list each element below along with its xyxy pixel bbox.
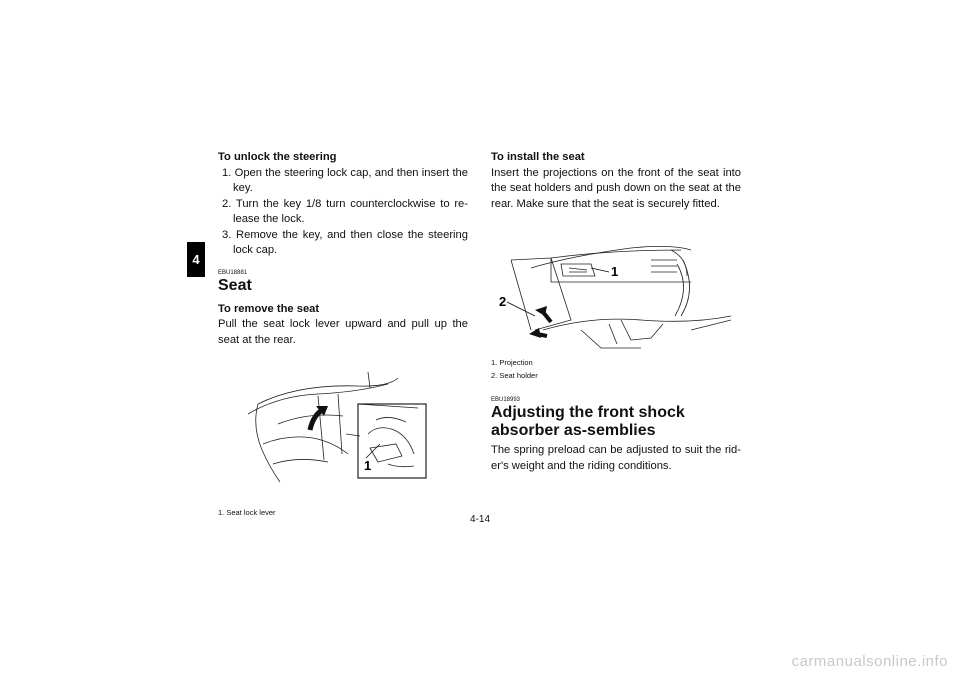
left-column xyxy=(218,150,468,519)
steering-steps xyxy=(218,166,468,259)
figure-caption: 1. Projection xyxy=(491,358,533,367)
watermark: carmanualsonline.info xyxy=(791,653,948,670)
section-title-shock-absorber: Adjusting the front shock absorber as-semblies xyxy=(491,404,685,439)
step-item: 1. Open the steering lock cap, and then insert the key. xyxy=(222,166,468,194)
remove-seat-heading: To remove the seat xyxy=(218,302,320,315)
install-seat-text: Insert the projections on the front of the seat into the seat holders and push down on the seat at the rear. Make sure that the seat is securely fitted. xyxy=(491,166,741,210)
figure-label: 1 xyxy=(611,264,619,279)
step-item: 3. Remove the key, and then close the steering lock cap. xyxy=(222,228,468,256)
section-code: EBU18993 xyxy=(491,397,521,403)
page-number: 4-14 xyxy=(469,514,490,525)
remove-seat-text: Pull the seat lock lever upward and pull up the seat at the rear. xyxy=(218,318,468,346)
shock-absorber-text: The spring preload can be adjusted to suit the rid-er's weight and the riding conditions. xyxy=(491,444,741,472)
figure-caption: 1. Seat lock lever xyxy=(218,508,276,517)
chapter-tab: 4 xyxy=(187,242,205,277)
install-seat-heading: To install the seat xyxy=(491,151,585,163)
figure-caption-list xyxy=(491,356,741,382)
figure-caption: 2. Seat holder xyxy=(491,371,538,380)
section-code: EBU18881 xyxy=(218,269,248,276)
seat-install-illustration xyxy=(491,220,741,350)
seat-lock-illustration xyxy=(218,364,468,494)
section-title-seat: Seat xyxy=(218,276,252,294)
steering-heading: To unlock the steering xyxy=(218,151,337,163)
figure-label: 1 xyxy=(364,458,372,473)
step-item: 2. Turn the key 1/8 turn counterclockwise to re-lease the lock. xyxy=(222,197,468,225)
right-column xyxy=(491,150,741,474)
figure-label: 2 xyxy=(499,294,507,309)
